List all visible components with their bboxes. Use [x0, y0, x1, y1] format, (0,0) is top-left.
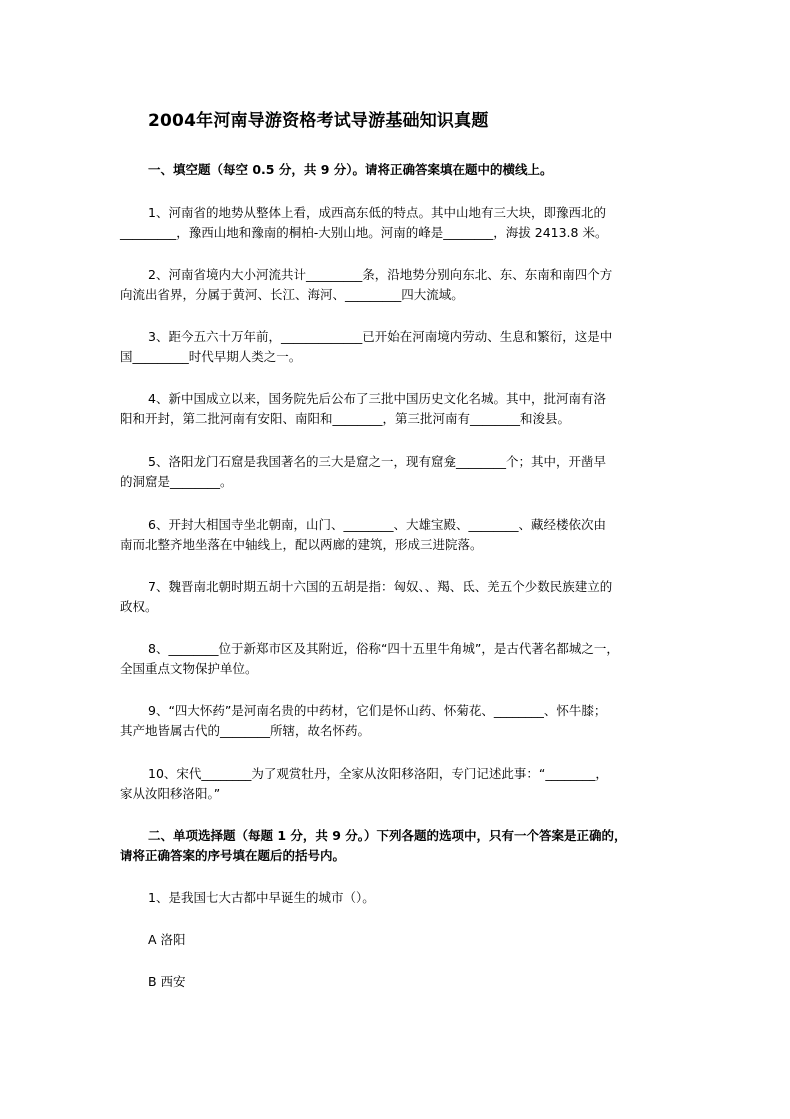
question-line: 7、魏晋南北朝时期五胡十六国的五胡是指：匈奴、、羯、氐、羌五个少数民族建立的: [148, 579, 613, 594]
option-b: B 西安: [148, 974, 186, 989]
question-10: [120, 764, 675, 804]
question-2: [120, 265, 675, 305]
question-line: 9、“四大怀药”是河南名贵的中药材，它们是怀山药、怀菊花、________、怀牛膝；: [148, 703, 607, 718]
question-line: 政权。: [120, 599, 158, 614]
question-line: 阳和开封，第二批河南有安阳、南阳和________，第三批河南有________和浚县。: [120, 411, 571, 426]
question-line: 其产地皆属古代的________所辖，故名怀药。: [120, 723, 371, 738]
question-1: [120, 203, 675, 243]
question-3: [120, 327, 675, 367]
question-line: 5、洛阳龙门石窟是我国著名的三大是窟之一，现有窟龛________个；其中，开凿早: [148, 454, 606, 469]
question-line: 8、________位于新郑市区及其附近，俗称“四十五里牛角城”，是古代著名都城之一，: [148, 641, 619, 656]
question-line: 3、距今五六十万年前，_____________已开始在河南境内劳动、生息和繁衍，这是中: [148, 329, 613, 344]
question-line: 全国重点文物保护单位。: [120, 661, 258, 676]
question-line: 2、河南省境内大小河流共计_________条，沿地势分别向东北、东、东南和南四个方: [148, 267, 613, 282]
question-line: 向流出省界，分属于黄河、长江、海河、_________四大流域。: [120, 287, 464, 302]
section2-header-line: 二、单项选择题（每题 1 分，共 9 分。）下列各题的选项中，只有一个答案是正确的，: [148, 828, 627, 843]
section2-header: [120, 826, 680, 866]
document-title: 2004年河南导游资格考试导游基础知识真题: [148, 111, 489, 131]
option-a: A 洛阳: [148, 932, 186, 947]
question-6: [120, 515, 675, 555]
section2-header-line: 请将正确答案的序号填在题后的括号内。: [120, 848, 346, 863]
question-line: 南而北整齐地坐落在中轴线上，配以两廊的建筑，形成三进院落。: [120, 537, 483, 552]
question-line: 的洞窟是________。: [120, 474, 233, 489]
choice-question-1: [120, 888, 675, 908]
question-line: 家从汝阳移洛阳。”: [120, 786, 221, 801]
section1-header-text: 一、填空题（每空 0.5 分，共 9 分）。请将正确答案填在题中的横线上。: [148, 162, 553, 177]
question-line: 国_________时代早期人类之一。: [120, 349, 302, 364]
question-5: [120, 452, 675, 492]
question-7: [120, 577, 675, 617]
question-line: 1、河南省的地势从整体上看，成西高东低的特点。其中山地有三大块，即豫西北的: [148, 205, 606, 220]
question-line: _________，豫西山地和豫南的桐柏-大别山地。河南的峰是________，海拔 2413.8 米。: [120, 225, 608, 240]
question-8: [120, 639, 675, 679]
question-line: 10、宋代________为了观赏牡丹，全家从汝阳移洛阳，专门记述此事：“________，: [148, 766, 608, 781]
section1-header: [120, 160, 708, 180]
question-9: [120, 701, 675, 741]
question-line: 4、新中国成立以来，国务院先后公布了三批中国历史文化名城。其中，批河南有洛: [148, 391, 606, 406]
question-4: [120, 389, 675, 429]
choice-question-text: 1、是我国七大古都中早诞生的城市（）。: [148, 890, 375, 905]
question-line: 6、开封大相国寺坐北朝南，山门、________、大雄宝殿、________、藏经楼依次由: [148, 517, 606, 532]
